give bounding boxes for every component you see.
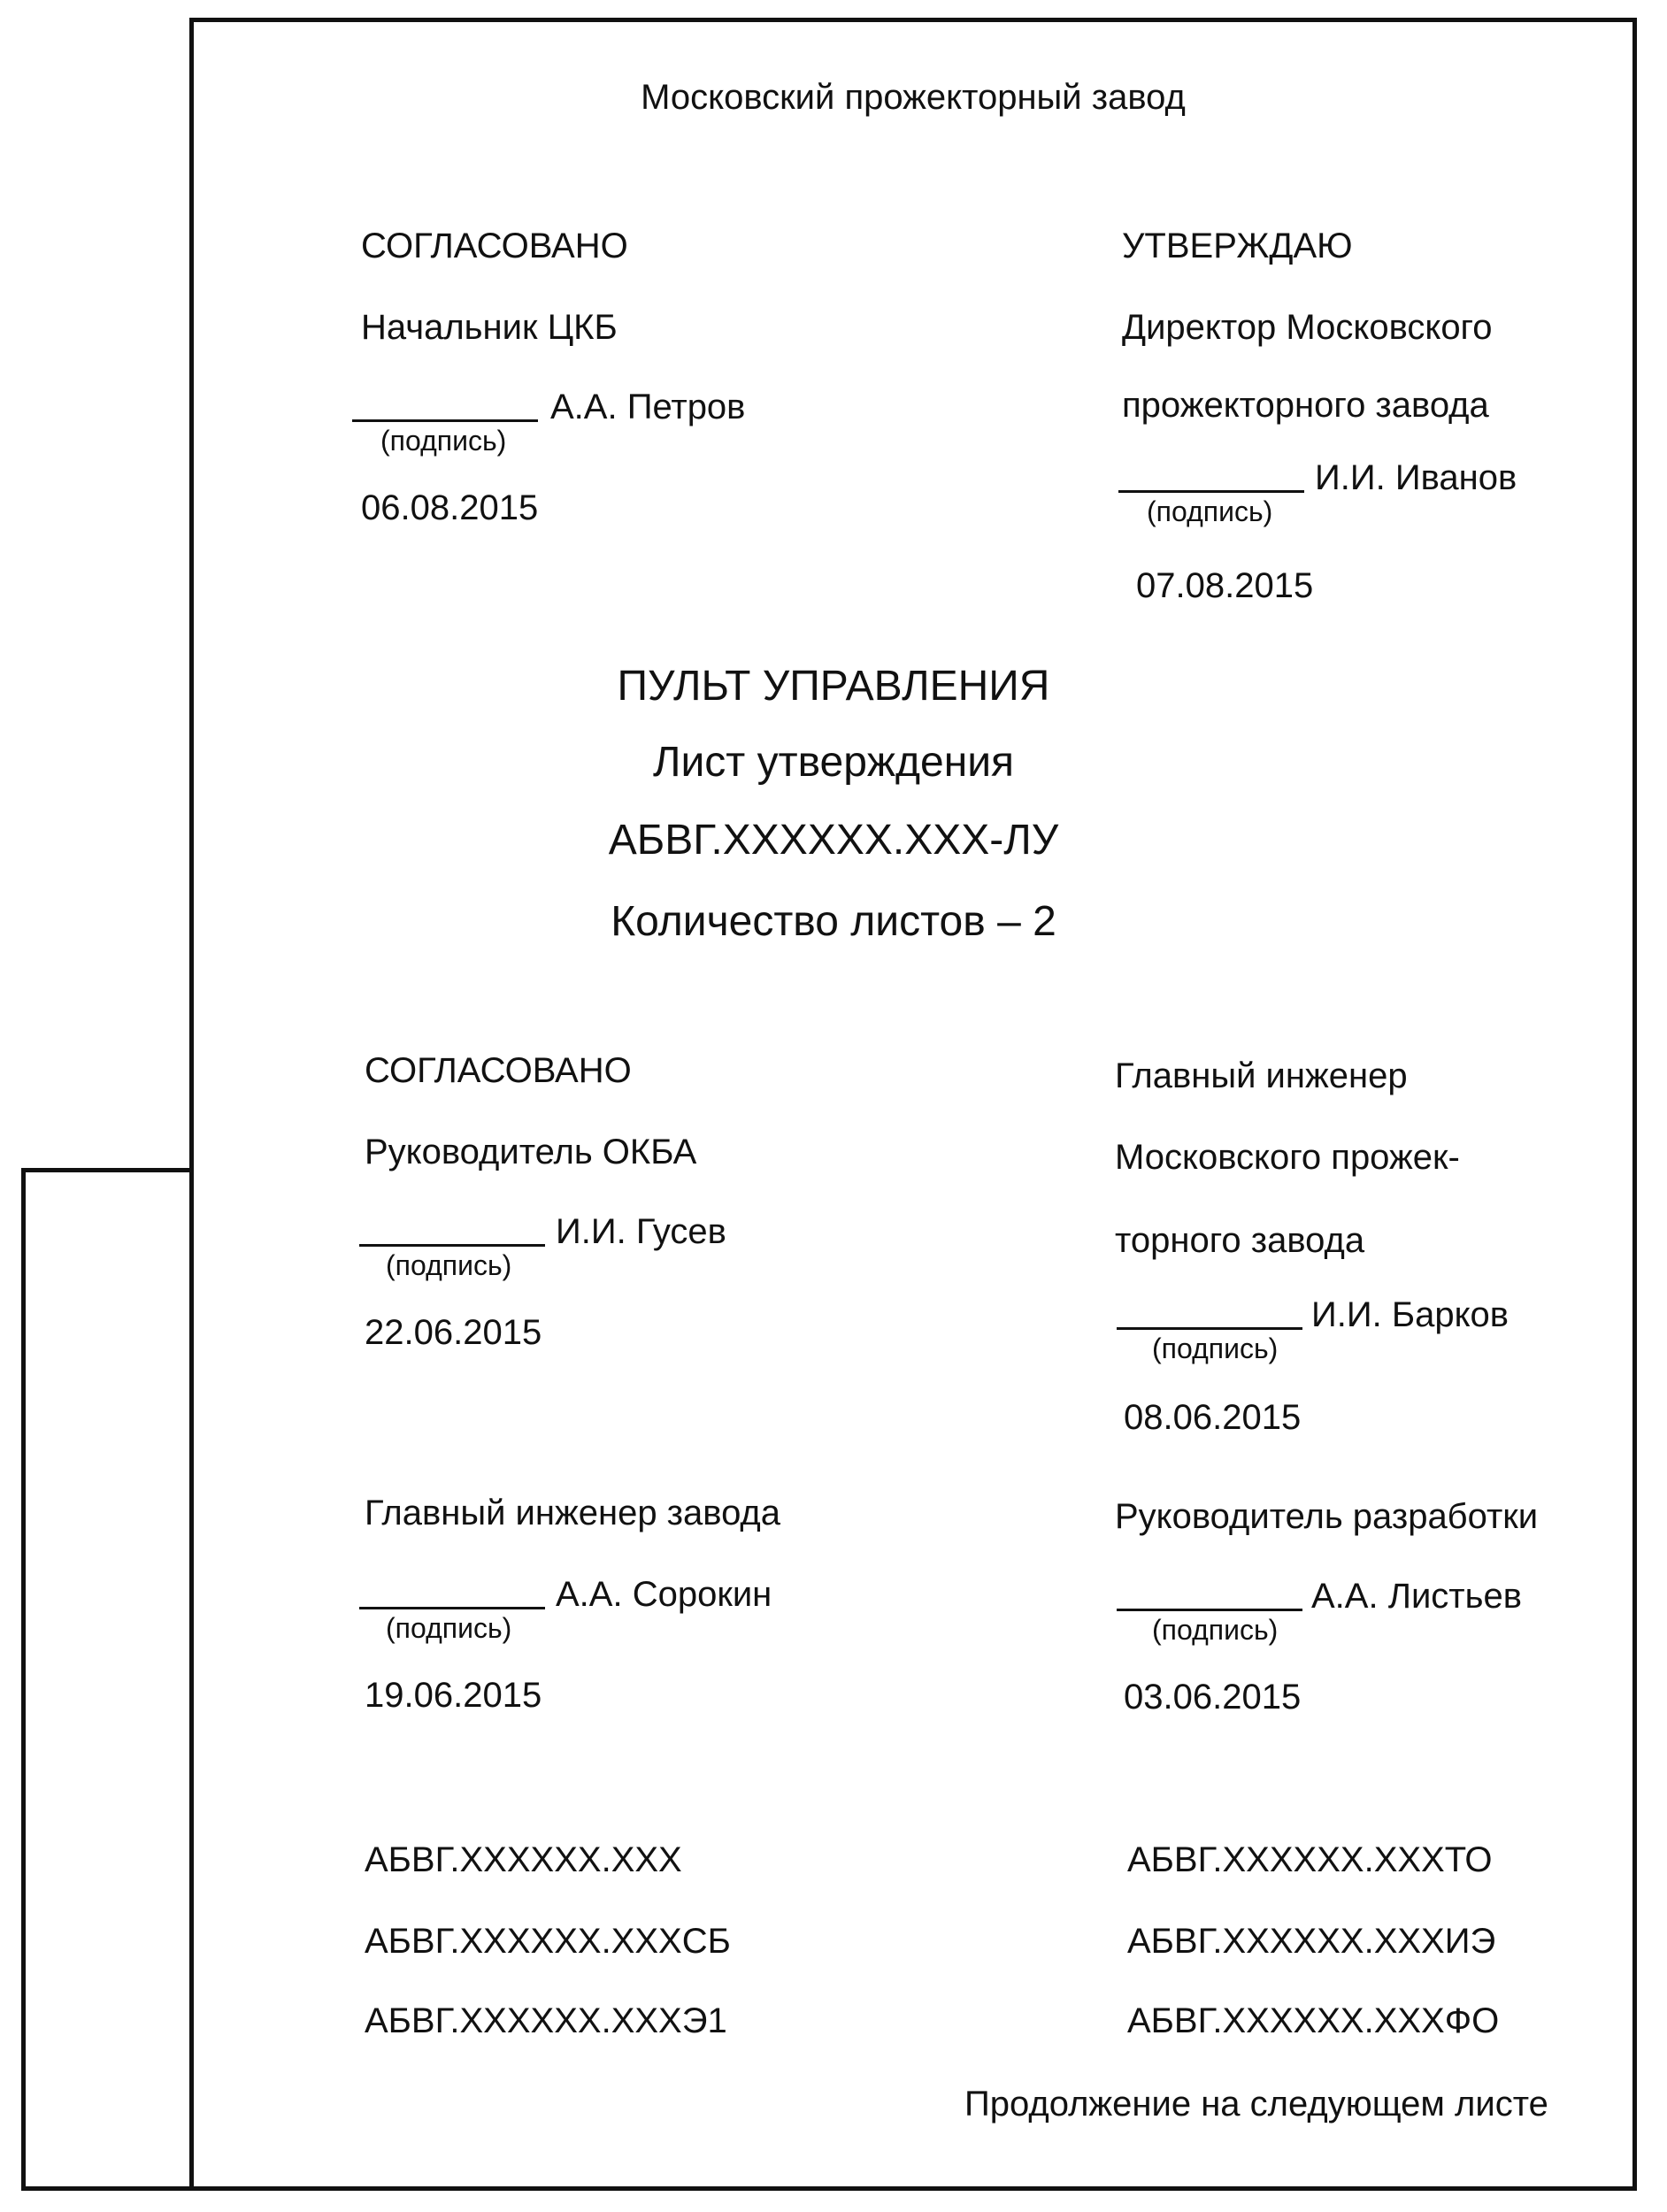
signer-name: А.А. Листьев: [1311, 1577, 1522, 1616]
signature-date: 08.06.2015: [1124, 1398, 1302, 1437]
signer-name: И.И. Гусев: [556, 1212, 726, 1251]
signer-name: А.А. Сорокин: [556, 1575, 772, 1614]
binding-margin-frame: [21, 1168, 194, 2191]
document-code: АБВГ.XXXXXX.XXXИЭ: [1127, 1922, 1496, 1961]
signature-line: [1118, 490, 1304, 493]
sheet-count: Количество листов – 2: [611, 898, 1056, 945]
signer-position: Руководитель разработки: [1115, 1497, 1539, 1536]
block-heading: УТВЕРЖДАЮ: [1122, 227, 1353, 265]
signer-position-line2: прожекторного завода: [1122, 386, 1489, 425]
document-code: АБВГ.XXXXXX.XXXСБ: [365, 1922, 731, 1961]
signature-date: 03.06.2015: [1124, 1678, 1302, 1717]
signature-line: [359, 1607, 545, 1609]
signature-line: [359, 1244, 545, 1247]
signer-position-line3: торного завода: [1115, 1221, 1365, 1260]
signature-caption: (подпись): [380, 425, 507, 457]
signer-position: Начальник ЦКБ: [361, 308, 618, 347]
document-type: Лист утверждения: [652, 739, 1015, 786]
signature-caption: (подпись): [1147, 495, 1273, 527]
block-heading: СОГЛАСОВАНО: [361, 227, 628, 265]
signature-line: [1117, 1609, 1302, 1611]
document-designation: АБВГ.XXXXXX.XXX-ЛУ: [608, 817, 1059, 864]
signer-position: Руководитель ОКБА: [365, 1133, 697, 1171]
signature-date: 07.08.2015: [1136, 566, 1314, 605]
signature-date: 06.08.2015: [361, 488, 539, 527]
signature-caption: (подпись): [386, 1612, 512, 1644]
signature-date: 19.06.2015: [365, 1676, 542, 1715]
product-name: ПУЛЬТ УПРАВЛЕНИЯ: [617, 663, 1050, 710]
continuation-note: Продолжение на следующем листе: [964, 2085, 1548, 2124]
signature-caption: (подпись): [1152, 1333, 1279, 1364]
document-code: АБВГ.XXXXXX.XXXЭ1: [365, 2001, 727, 2040]
block-heading: СОГЛАСОВАНО: [365, 1051, 632, 1090]
signature-line: [1117, 1327, 1302, 1330]
organization-name: Московский прожекторный завод: [641, 78, 1186, 117]
signature-caption: (подпись): [386, 1249, 512, 1281]
signer-position-line1: Директор Московского: [1122, 308, 1493, 347]
signer-name: И.И. Иванов: [1315, 458, 1517, 497]
document-code: АБВГ.XXXXXX.XXX: [365, 1840, 682, 1879]
signer-position-line2: Московского прожек-: [1115, 1138, 1460, 1177]
signature-date: 22.06.2015: [365, 1313, 542, 1352]
signature-caption: (подпись): [1152, 1614, 1279, 1646]
signature-line: [352, 419, 538, 422]
document-code: АБВГ.XXXXXX.XXXФО: [1127, 2001, 1500, 2040]
signer-name: А.А. Петров: [550, 388, 746, 426]
signer-position-line1: Главный инженер: [1115, 1056, 1408, 1095]
signer-position: Главный инженер завода: [365, 1494, 781, 1532]
signer-name: И.И. Барков: [1311, 1295, 1510, 1334]
document-code: АБВГ.XXXXXX.XXXТО: [1127, 1840, 1493, 1879]
